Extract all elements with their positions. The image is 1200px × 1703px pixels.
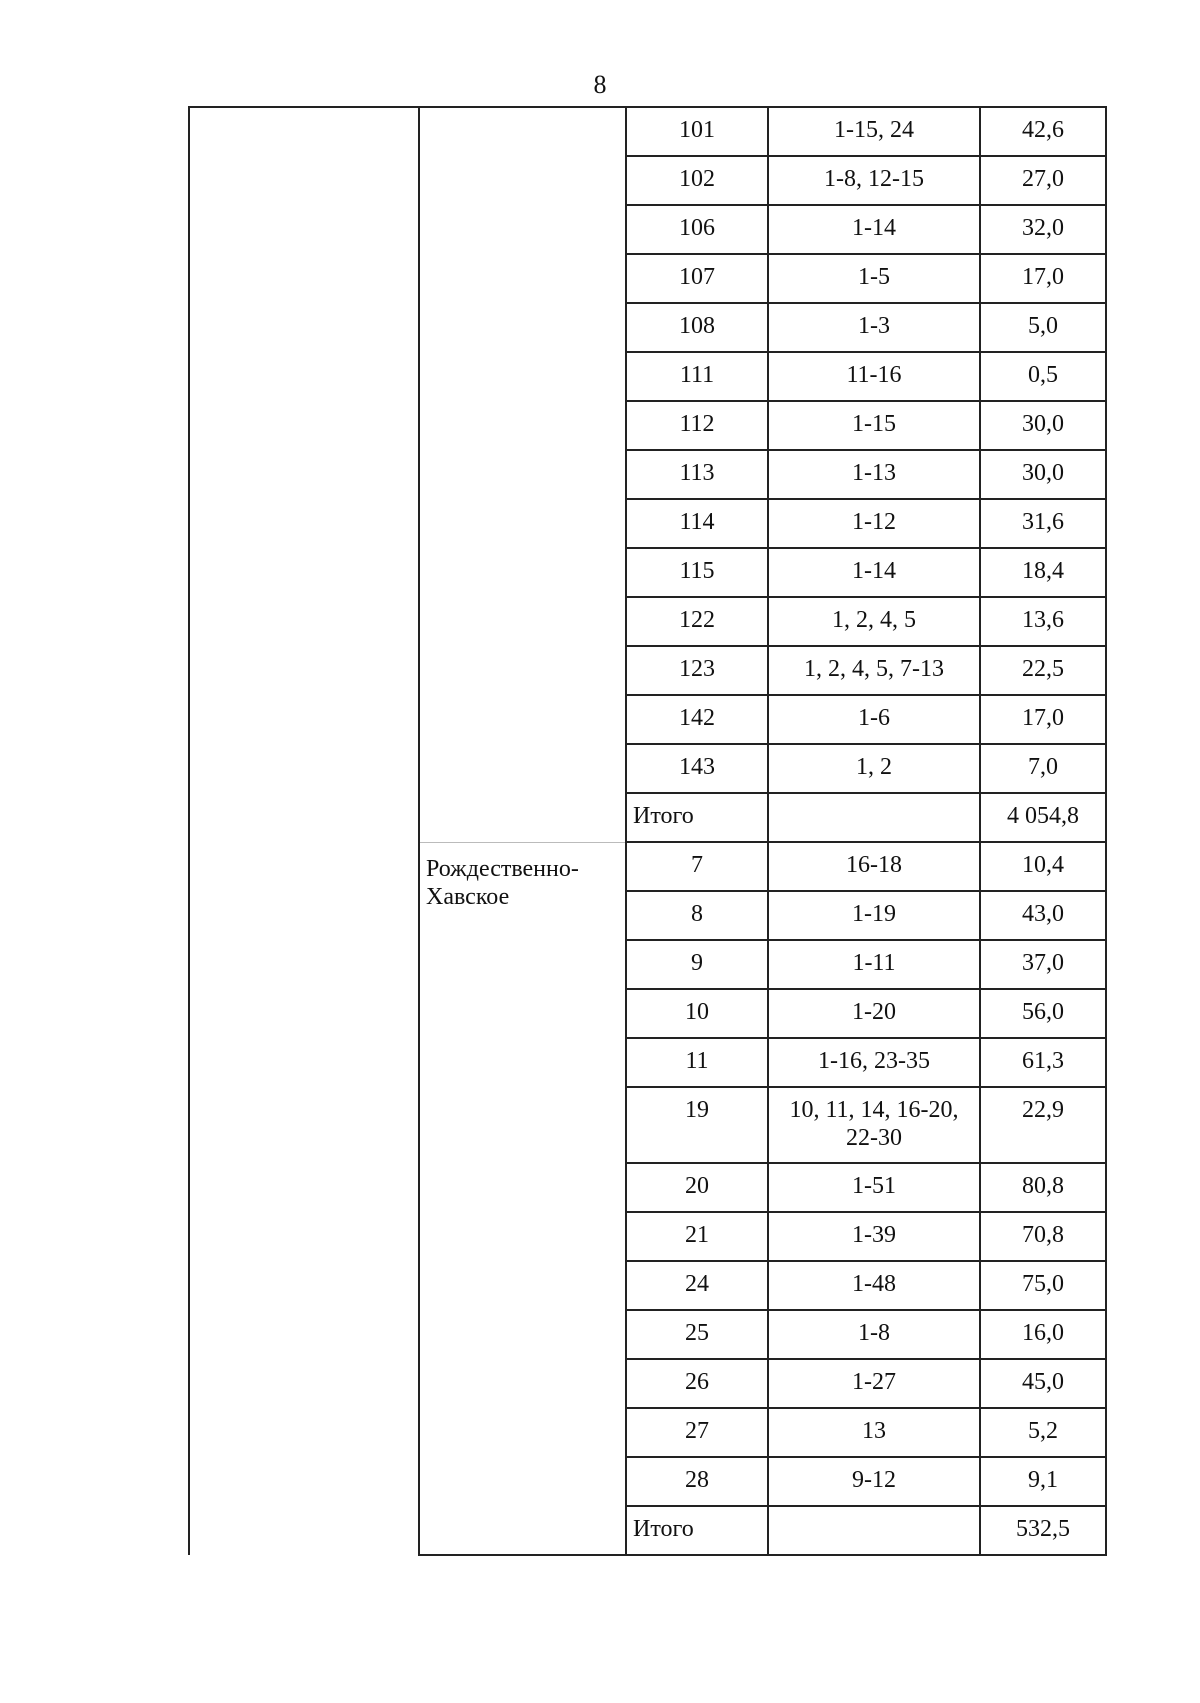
area-cell: 43,0	[980, 891, 1106, 940]
quarter-cell: 8	[626, 891, 768, 940]
quarter-cell: 102	[626, 156, 768, 205]
sections-cell: 1-8	[768, 1310, 980, 1359]
quarter-cell: 101	[626, 107, 768, 156]
table-body	[189, 107, 1106, 1555]
sections-cell: 1-11	[768, 940, 980, 989]
quarter-cell: 115	[626, 548, 768, 597]
empty-cell	[768, 1506, 980, 1555]
area-cell: 70,8	[980, 1212, 1106, 1261]
area-cell: 45,0	[980, 1359, 1106, 1408]
sections-cell: 1-48	[768, 1261, 980, 1310]
quarter-cell: 25	[626, 1310, 768, 1359]
sections-cell: 1-13	[768, 450, 980, 499]
quarter-cell: 111	[626, 352, 768, 401]
sections-cell: 13	[768, 1408, 980, 1457]
quarter-cell: 21	[626, 1212, 768, 1261]
quarter-cell: 112	[626, 401, 768, 450]
quarter-cell: 113	[626, 450, 768, 499]
sections-cell: 1-14	[768, 205, 980, 254]
area-cell: 18,4	[980, 548, 1106, 597]
table-row	[189, 107, 1106, 156]
quarter-cell: 142	[626, 695, 768, 744]
area-cell: 22,9	[980, 1087, 1106, 1163]
sections-cell: 1-20	[768, 989, 980, 1038]
page-number: 8	[593, 70, 607, 99]
total-area: 532,5	[980, 1506, 1106, 1555]
area-cell: 5,2	[980, 1408, 1106, 1457]
quarter-cell: 143	[626, 744, 768, 793]
quarter-cell: 123	[626, 646, 768, 695]
area-cell: 17,0	[980, 695, 1106, 744]
quarter-cell: 10	[626, 989, 768, 1038]
area-cell: 17,0	[980, 254, 1106, 303]
district-cell	[189, 107, 419, 1555]
sections-cell: 1-15, 24	[768, 107, 980, 156]
sections-cell: 1-39	[768, 1212, 980, 1261]
sections-cell: 1-8, 12-15	[768, 156, 980, 205]
area-cell: 31,6	[980, 499, 1106, 548]
area-cell: 75,0	[980, 1261, 1106, 1310]
quarter-cell: 9	[626, 940, 768, 989]
sections-cell: 1-5	[768, 254, 980, 303]
area-cell: 9,1	[980, 1457, 1106, 1506]
sections-cell: 1, 2, 4, 5	[768, 597, 980, 646]
sections-cell: 1-27	[768, 1359, 980, 1408]
area-cell: 7,0	[980, 744, 1106, 793]
total-label: Итого	[626, 793, 768, 842]
total-label: Итого	[626, 1506, 768, 1555]
quarter-cell: 7	[626, 842, 768, 891]
quarter-cell: 24	[626, 1261, 768, 1310]
area-cell: 30,0	[980, 450, 1106, 499]
quarter-cell: 28	[626, 1457, 768, 1506]
area-cell: 80,8	[980, 1163, 1106, 1212]
total-area: 4 054,8	[980, 793, 1106, 842]
sections-cell: 16-18	[768, 842, 980, 891]
quarter-cell: 20	[626, 1163, 768, 1212]
sections-cell: 1-15	[768, 401, 980, 450]
quarter-cell: 107	[626, 254, 768, 303]
sections-cell: 1, 2	[768, 744, 980, 793]
sections-cell: 1-6	[768, 695, 980, 744]
sections-cell: 10, 11, 14, 16-20, 22-30	[768, 1087, 980, 1163]
quarter-cell: 27	[626, 1408, 768, 1457]
sections-cell: 1, 2, 4, 5, 7-13	[768, 646, 980, 695]
quarter-cell: 108	[626, 303, 768, 352]
quarter-cell: 106	[626, 205, 768, 254]
area-cell: 32,0	[980, 205, 1106, 254]
empty-cell	[768, 793, 980, 842]
area-cell: 13,6	[980, 597, 1106, 646]
forest-areas-table	[188, 106, 1107, 1556]
sections-cell: 1-14	[768, 548, 980, 597]
forestry-cell	[419, 107, 626, 842]
area-cell: 0,5	[980, 352, 1106, 401]
area-cell: 10,4	[980, 842, 1106, 891]
quarter-cell: 26	[626, 1359, 768, 1408]
sections-cell: 11-16	[768, 352, 980, 401]
area-cell: 42,6	[980, 107, 1106, 156]
area-cell: 5,0	[980, 303, 1106, 352]
sections-cell: 1-3	[768, 303, 980, 352]
area-cell: 37,0	[980, 940, 1106, 989]
quarter-cell: 114	[626, 499, 768, 548]
sections-cell: 1-12	[768, 499, 980, 548]
area-cell: 16,0	[980, 1310, 1106, 1359]
area-cell: 61,3	[980, 1038, 1106, 1087]
area-cell: 22,5	[980, 646, 1106, 695]
quarter-cell: 19	[626, 1087, 768, 1163]
quarter-cell: 122	[626, 597, 768, 646]
sections-cell: 1-16, 23-35	[768, 1038, 980, 1087]
sections-cell: 1-19	[768, 891, 980, 940]
quarter-cell: 11	[626, 1038, 768, 1087]
area-cell: 56,0	[980, 989, 1106, 1038]
sections-cell: 1-51	[768, 1163, 980, 1212]
area-cell: 30,0	[980, 401, 1106, 450]
sections-cell: 9-12	[768, 1457, 980, 1506]
forestry-cell: Рождественно-Хавское	[419, 842, 626, 1555]
area-cell: 27,0	[980, 156, 1106, 205]
